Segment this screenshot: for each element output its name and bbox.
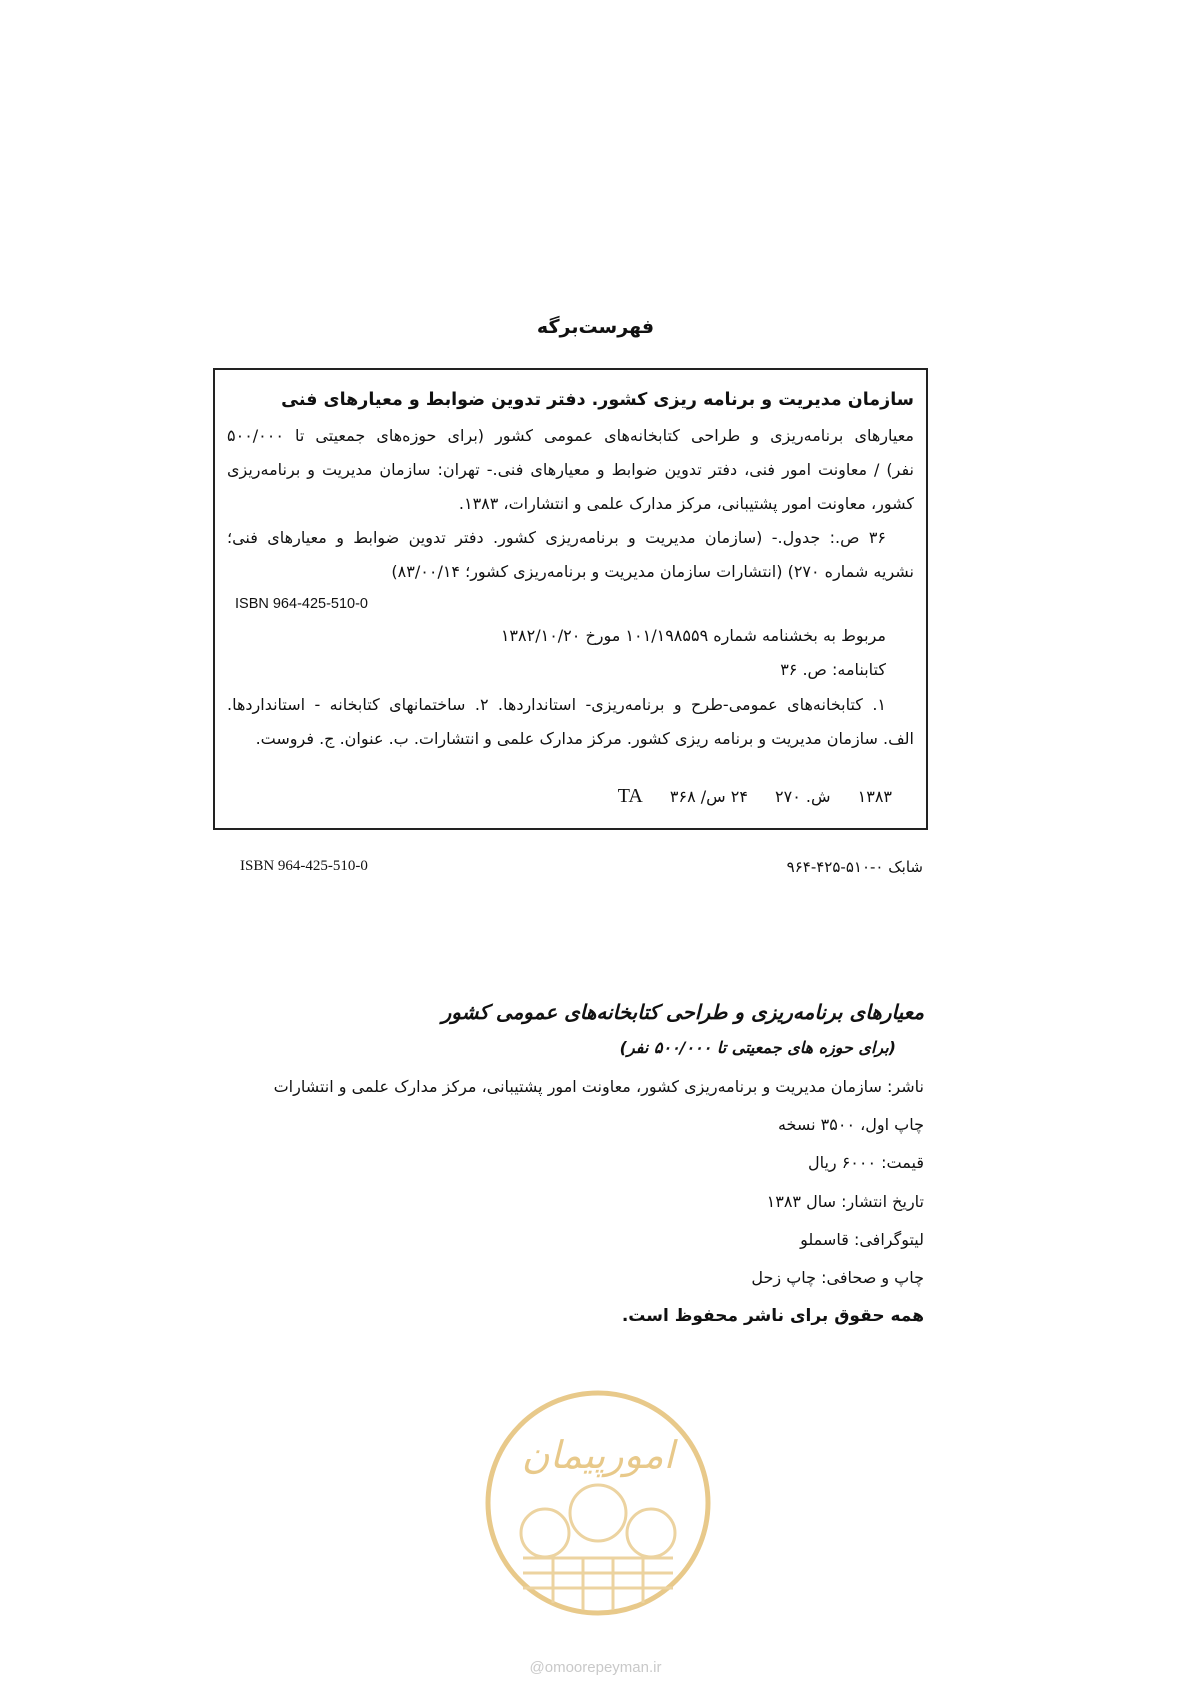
catalog-series-line-2: نشریه شماره ۲۷۰) (انتشارات سازمان مدیریت و برنامه‌ریزی کشور؛ ۸۳/۰۰/۱۴) bbox=[391, 562, 914, 581]
catalog-desc-line-3: کشور، معاونت امور پشتیبانی، مرکز مدارک علمی و انتشارات، ۱۳۸۳. bbox=[458, 494, 914, 513]
seal-text: امورپیمان bbox=[521, 1433, 675, 1477]
colophon-lithography: لیتوگرافی: قاسملو bbox=[800, 1230, 924, 1249]
isbn-persian: شابک ۰-۵۱۰-۴۲۵-۹۶۴ bbox=[786, 858, 923, 876]
call-series: ش. ۲۷۰ bbox=[775, 787, 831, 806]
catalog-bibliography: کتابنامه: ص. ۳۶ bbox=[780, 660, 886, 679]
catalog-call-number bbox=[618, 785, 892, 808]
colophon-subtitle: (برای حوزه های جمعیتی تا ۵۰۰/۰۰۰ نفر) bbox=[619, 1038, 896, 1057]
isbn-latin: ISBN 964-425-510-0 bbox=[240, 858, 368, 874]
colophon-printing: چاپ و صحافی: چاپ زحل bbox=[751, 1268, 924, 1287]
colophon-price: قیمت: ۶۰۰۰ ریال bbox=[807, 1153, 924, 1172]
catalog-desc-line-2: نفر) / معاونت امور فنی، دفتر تدوین ضوابط و معیارهای فنی.- تهران: سازمان مدیریت و برنامه‌ریزی bbox=[227, 460, 914, 479]
call-class: TA bbox=[617, 785, 643, 807]
catalog-heading: فهرست‌برگه bbox=[536, 316, 655, 338]
catalog-circular: مربوط به بخشنامه شماره ۱۰۱/۱۹۸۵۵۹ مورخ ۱۳۸۲/۱۰/۲۰ bbox=[500, 626, 886, 645]
watermark-seal-icon bbox=[483, 1388, 713, 1618]
colophon-title: معیارهای برنامه‌ریزی و طراحی کتابخانه‌های عمومی کشور bbox=[441, 1000, 924, 1024]
catalog-series-line-1: ۳۶ ص.: جدول.- (سازمان مدیریت و برنامه‌ریزی کشور. دفتر تدوین ضوابط و معیارهای فنی؛ bbox=[227, 528, 886, 547]
call-year: ۱۳۸۳ bbox=[857, 787, 892, 806]
catalog-subjects-line-1: ۱. کتابخانه‌های عمومی-طرح و برنامه‌ریزی- استانداردها. ۲. ساختمانهای کتابخانه - استانداردها. bbox=[227, 695, 886, 714]
watermark-site: @omoorepeyman.ir bbox=[529, 1659, 662, 1676]
colophon-publisher: ناشر: سازمان مدیریت و برنامه‌ریزی کشور، معاونت امور پشتیبانی، مرکز مدارک علمی و انتشارات bbox=[273, 1077, 924, 1096]
catalog-desc-line-1: معیارهای برنامه‌ریزی و طراحی کتابخانه‌های عمومی کشور (برای حوزه‌های جمعیتی تا ۵۰۰/۰۰۰ bbox=[227, 426, 914, 445]
colophon-date: تاریخ انتشار: سال ۱۳۸۳ bbox=[766, 1192, 924, 1211]
call-number: ۲۴ س/ ۳۶۸ bbox=[669, 787, 748, 806]
catalog-isbn: ISBN 964-425-510-0 bbox=[235, 596, 368, 612]
catalog-card bbox=[213, 368, 928, 830]
catalog-subjects-line-2: الف. سازمان مدیریت و برنامه ریزی کشور. مرکز مدارک علمی و انتشارات. ب. عنوان. ج. فروست. bbox=[255, 729, 914, 748]
catalog-author-line: سازمان مدیریت و برنامه ریزی کشور. دفتر تدوین ضوابط و معیارهای فنی bbox=[281, 390, 914, 410]
colophon-edition: چاپ اول، ۳۵۰۰ نسخه bbox=[777, 1115, 924, 1134]
colophon-rights: همه حقوق برای ناشر محفوظ است. bbox=[621, 1306, 924, 1326]
